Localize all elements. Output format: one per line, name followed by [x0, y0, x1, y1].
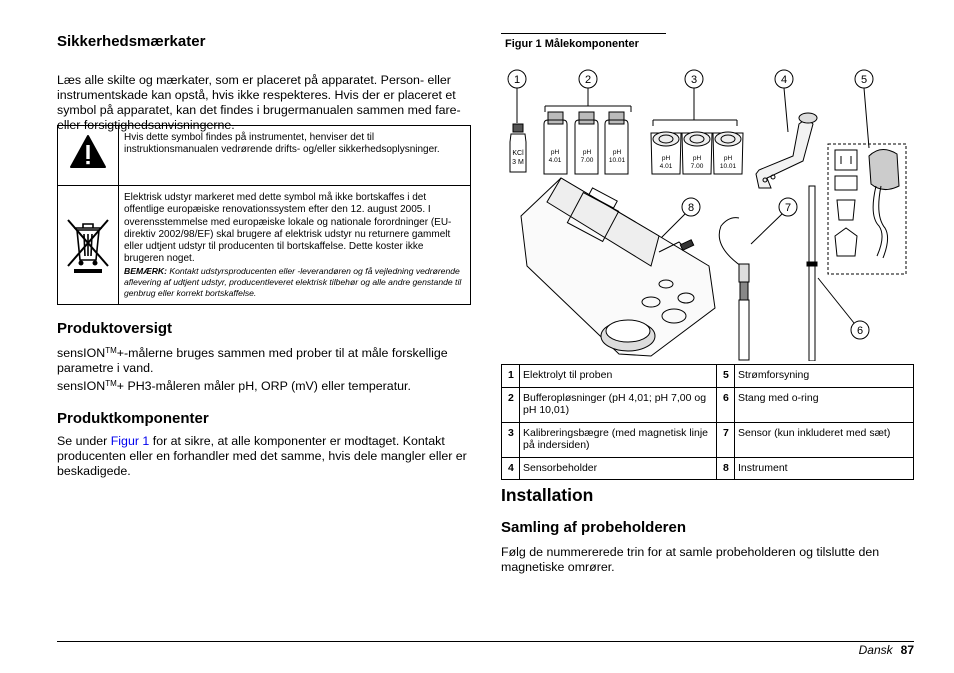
callout-label-4: 4 [780, 74, 788, 86]
legend-description: Elektrolyt til proben [520, 365, 717, 388]
installation-heading: Installation [501, 485, 594, 505]
legend-number: 8 [717, 457, 735, 480]
sensor-holder [756, 113, 817, 188]
callout-label-2: 2 [584, 74, 592, 86]
callout-label-3: 3 [690, 74, 698, 86]
bottle-ph-label: pH [550, 149, 560, 156]
legend-description: Kalibreringsbægre (med magnetisk linje på indersiden) [520, 422, 717, 457]
beaker-value-700: 7.00 [690, 163, 704, 170]
beaker-ph-label: pH [723, 155, 733, 162]
beaker-value-401: 4.01 [659, 163, 673, 170]
legend-row [502, 422, 914, 457]
warning-symbol-text: Hvis dette symbol findes på instrumentet, henviser det til instruktionsmanualen vedrørende drifts- og/eller sikkerhedsoplysninger. [119, 126, 471, 186]
figure-rule [501, 33, 666, 34]
beaker-ph-label: pH [661, 155, 671, 162]
sensor-probe [719, 218, 749, 360]
legend-row [502, 387, 914, 422]
figure-title: Figur 1 Målekomponenter [505, 38, 639, 50]
legend-number: 1 [502, 365, 520, 388]
note-text: Kontakt udstyrsproducenten eller -leverandøren og få vejledning vedrørende aflevering af udtjent udstyr, producentleveret elektrisk tilbehør og alle andre genstande til genbrug eller korrekt bortskaffelse. [124, 265, 462, 299]
brand-name: sensION [57, 346, 106, 360]
overview-heading: Produktoversigt [57, 320, 173, 337]
crossed-bin-icon [58, 210, 118, 276]
bottle-ph-label: pH [582, 149, 592, 156]
legend-description: Sensor (kun inkluderet med sæt) [735, 422, 914, 457]
weee-note [124, 266, 465, 300]
legend-row [502, 365, 914, 388]
callout-label-6: 6 [856, 325, 864, 337]
legend-description: Strømforsyning [735, 365, 914, 388]
instrument-meter [521, 178, 715, 356]
figure-legend-table [501, 364, 914, 480]
trademark-sup: TM [105, 379, 117, 388]
page-number: 87 [900, 643, 914, 657]
brand-name: sensION [57, 379, 106, 393]
components-heading: Produktkomponenter [57, 410, 209, 427]
callout-label-1: 1 [513, 74, 521, 86]
footer-rule [57, 641, 914, 642]
power-supply-kit [828, 144, 906, 274]
weee-symbol-cell [58, 186, 119, 305]
bottle-ph-label: pH [612, 149, 622, 156]
legend-description: Instrument [735, 457, 914, 480]
bottle-value-1001: 10.01 [608, 157, 626, 164]
assembly-paragraph: Følg de nummererede trin for at samle probeholderen og tilslutte den magnetiske omrører. [501, 545, 880, 574]
beaker-ph-label: pH [692, 155, 702, 162]
safety-paragraph: Læs alle skilte og mærkater, som er placeret på apparatet. Person- eller instrumentskade kan opstå, hvis ikke respekteres. Hvis der er placeret et symbol på apparatet, kan det findes i brugermanualen sammen med fare- eller forsigtighedsanvisningerne. [57, 73, 461, 132]
callout-label-8: 8 [687, 202, 695, 214]
overview-paragraph-1 [57, 346, 471, 376]
legend-number: 2 [502, 387, 520, 422]
buffer-bottles [544, 112, 628, 174]
kcl-label: KCl [512, 150, 524, 157]
kcl-conc-label: 3 M [512, 159, 524, 166]
components-text-post: for at sikre, at alle komponenter er modtaget. Kontakt producenten eller en forhandler med det samme, hvis dele mangler eller er beskadigede. [57, 434, 467, 478]
page-footer [859, 643, 914, 657]
legend-row [502, 457, 914, 480]
support-rod [807, 186, 817, 361]
overview-paragraph-2 [57, 379, 471, 394]
bottle-value-401: 4.01 [548, 157, 562, 164]
trademark-sup: TM [105, 346, 117, 355]
legend-number: 3 [502, 422, 520, 457]
legend-description: Bufferopløsninger (pH 4,01; pH 7,00 og pH 10,01) [520, 387, 717, 422]
legend-number: 5 [717, 365, 735, 388]
overview-text-1: +-målerne bruges sammen med prober til at måle forskellige parametre i vand. [57, 346, 448, 375]
legend-description: Stang med o-ring [735, 387, 914, 422]
assembly-heading: Samling af probeholderen [501, 519, 687, 536]
legend-number: 4 [502, 457, 520, 480]
safety-symbols-table [57, 125, 471, 305]
components-text-pre: Se under [57, 434, 111, 448]
overview-text-2: + PH3-måleren måler pH, ORP (mV) eller temperatur. [116, 379, 411, 393]
safety-heading: Sikkerhedsmærkater [57, 33, 206, 50]
note-label: BEMÆRK: [124, 265, 167, 276]
callout-label-5: 5 [860, 74, 868, 86]
beaker-value-1001: 10.01 [719, 163, 737, 170]
figure-1-link[interactable]: Figur 1 [110, 434, 150, 448]
components-figure [501, 66, 914, 361]
weee-text: Elektrisk udstyr markeret med dette symbol må ikke bortskaffes i det offentlige europæiske renovationssystem efter den 12. august 2005. I overensstemmelse med europæiske lokale og nationale forordninger (EU-direktiv 2002/98/EF) skal brugere af elektrisk udstyr nu returnere gammelt eller udtjent udstyr til producenten til bortskaffelse. Dette koster ikke brugeren noget. [124, 192, 452, 265]
footer-language: Dansk [858, 643, 893, 657]
warning-symbol-cell [58, 126, 119, 186]
legend-number: 6 [717, 387, 735, 422]
weee-symbol-text [119, 186, 471, 305]
legend-description: Sensorbeholder [520, 457, 717, 480]
legend-number: 7 [717, 422, 735, 457]
bottle-value-700: 7.00 [580, 157, 594, 164]
callout-label-7: 7 [784, 202, 792, 214]
components-paragraph [57, 434, 471, 479]
warning-triangle-icon [58, 126, 118, 180]
